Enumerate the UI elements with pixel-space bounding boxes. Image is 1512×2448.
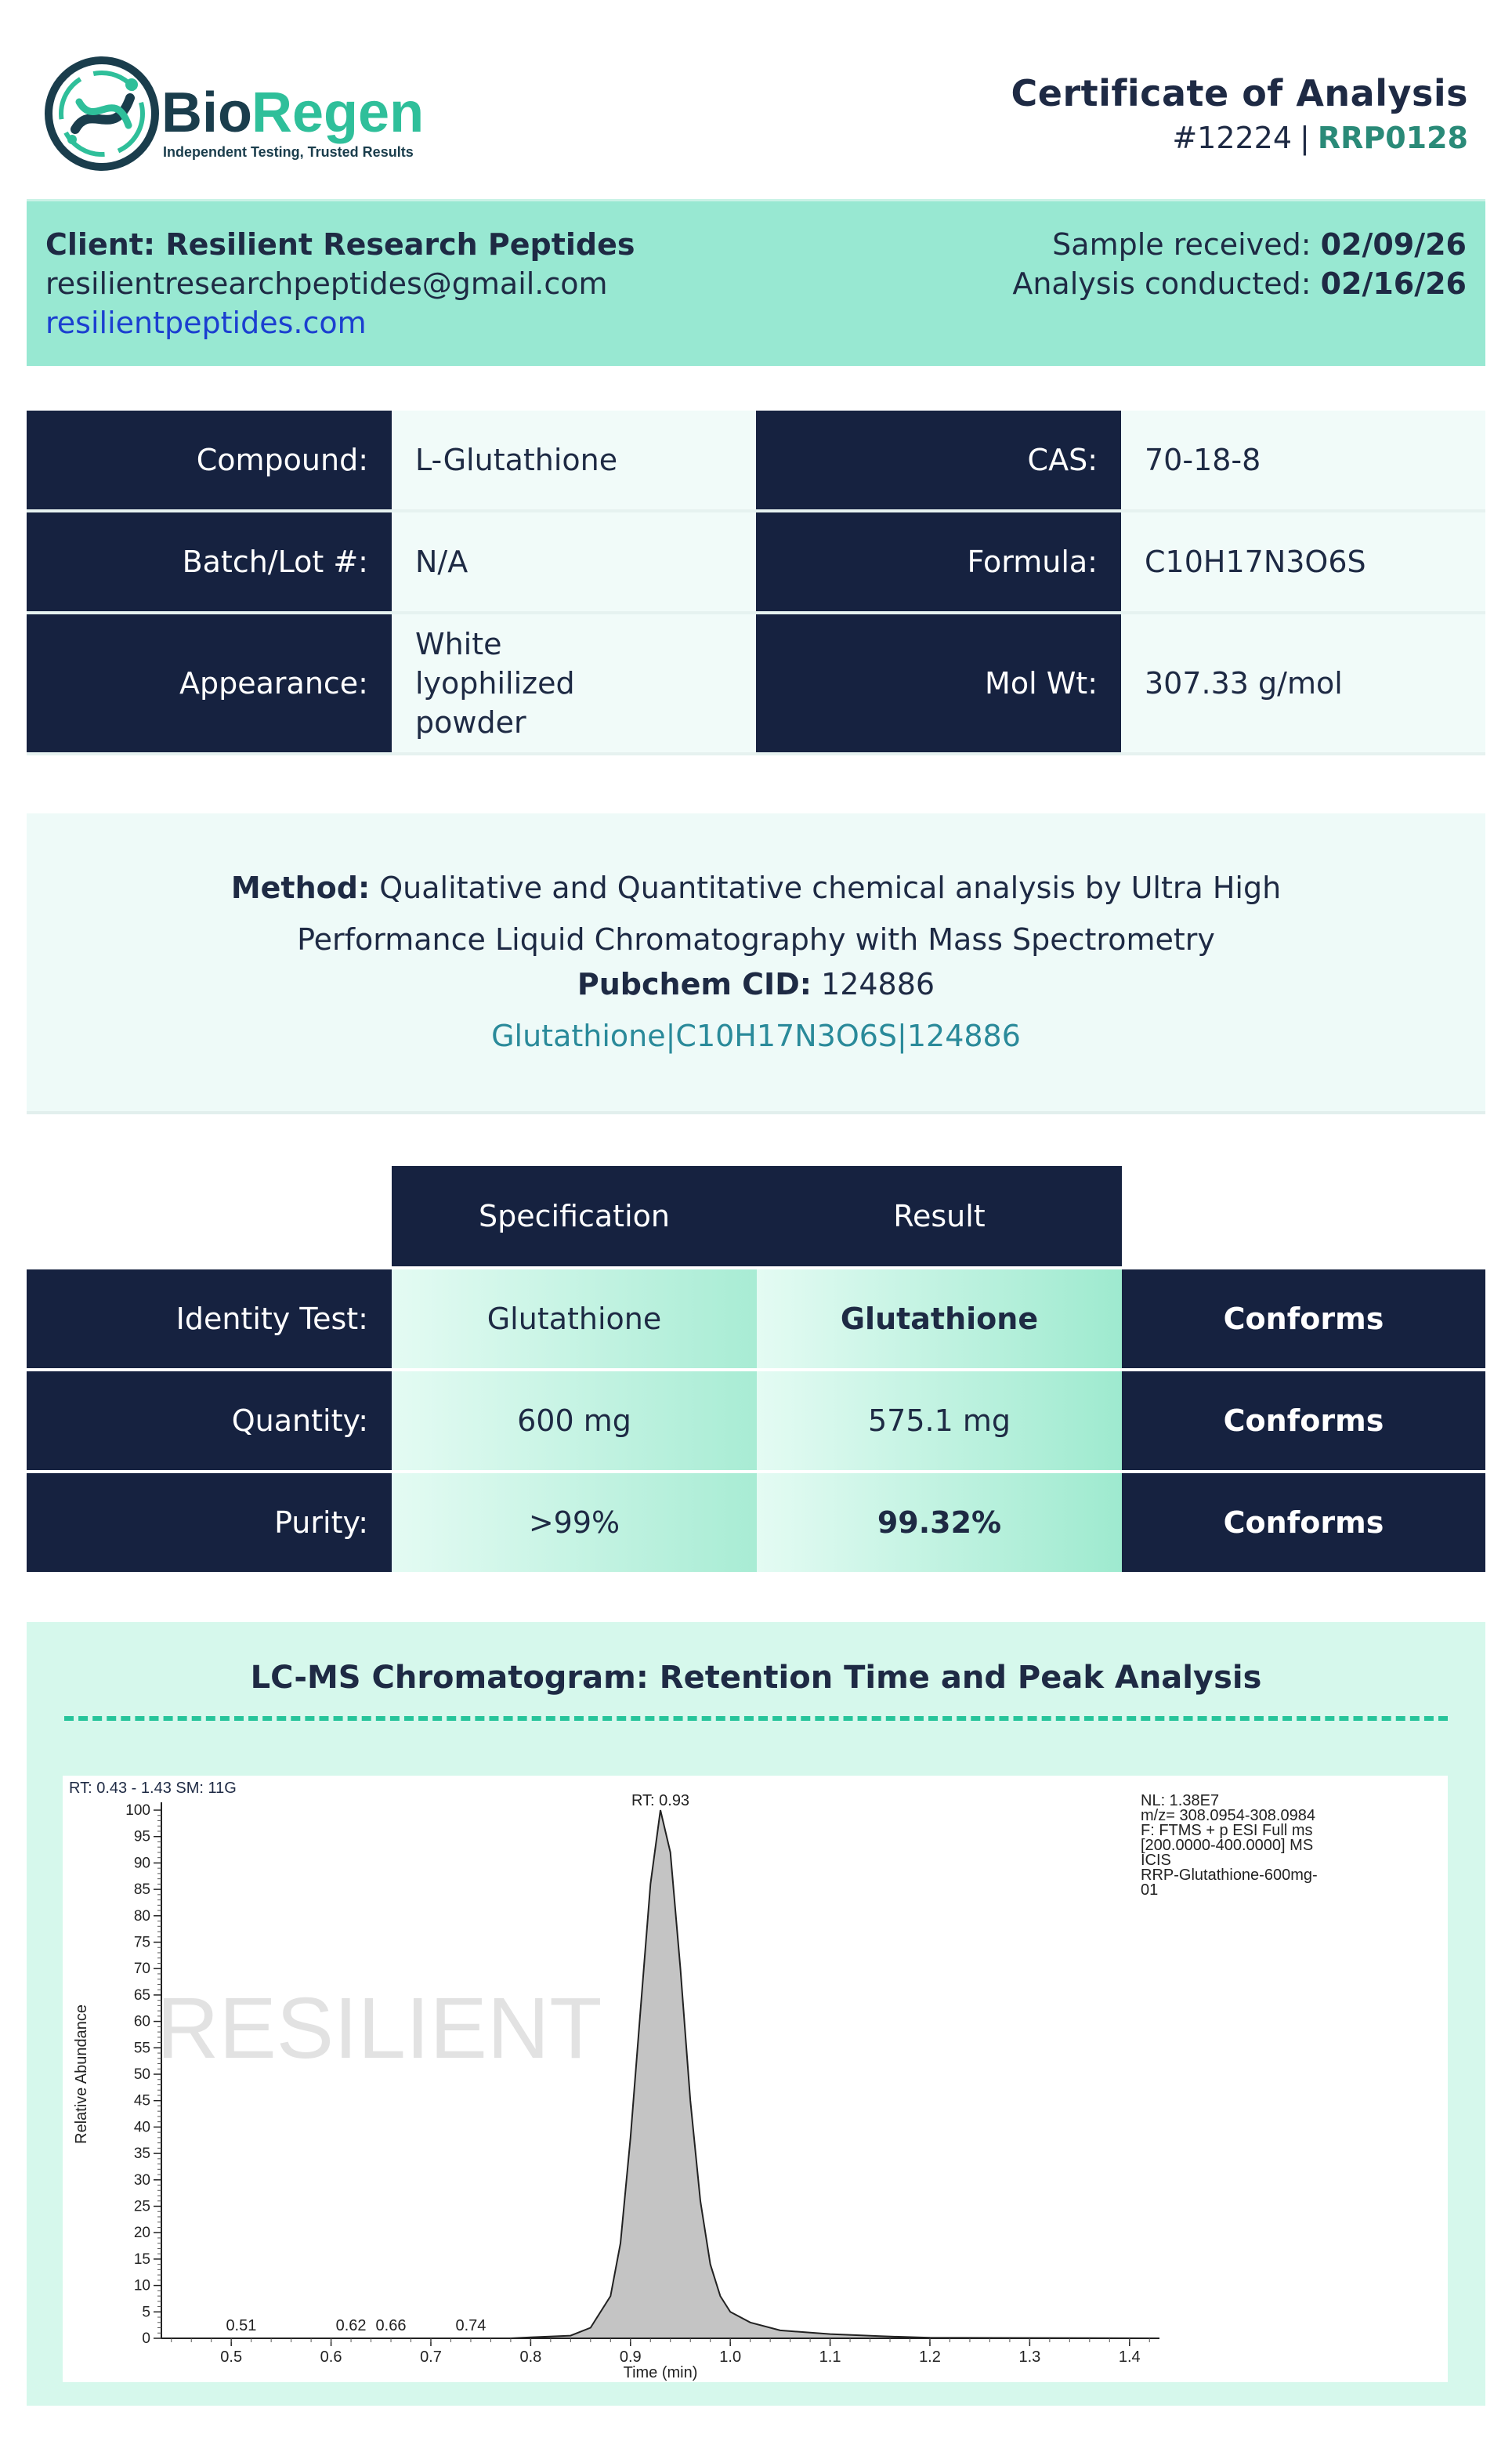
coa-number: #12224 — [1172, 121, 1293, 155]
rt-range-label: RT: 0.43 - 1.43 SM: 11G — [69, 1780, 237, 1797]
x-tick-label: 0.6 — [320, 2348, 342, 2366]
spec-value: Glutathione — [392, 1269, 757, 1368]
molwt-value: 307.33 g/mol — [1121, 614, 1485, 752]
chromatogram-svg — [63, 1776, 1448, 2382]
scan-info-line: m/z= 308.0954-308.0984 — [1141, 1807, 1315, 1824]
conducted-date: 02/16/26 — [1320, 266, 1467, 301]
received-date: 02/09/26 — [1320, 227, 1467, 262]
scan-info-line: ICIS — [1141, 1852, 1171, 1869]
chromatogram-title: LC-MS Chromatogram: Retention Time and Peak Analysis — [250, 1660, 1262, 1696]
compound-info-table — [27, 411, 1485, 755]
peak-label: 0.66 — [375, 2316, 407, 2334]
result-value: 575.1 mg — [757, 1371, 1122, 1470]
pubchem-cid: 124886 — [821, 967, 935, 1001]
method-label: Method: — [230, 871, 371, 905]
formula-value: C10H17N3O6S — [1121, 512, 1485, 611]
chromatogram-section — [27, 1622, 1485, 2406]
y-tick-label: 55 — [133, 2040, 150, 2057]
scan-info-line: [200.0000-400.0000] MS — [1141, 1837, 1314, 1854]
spec-value: 600 mg — [392, 1371, 757, 1470]
peak-label: 0.74 — [455, 2316, 487, 2334]
peak-label: RT: 0.93 — [631, 1792, 690, 1809]
y-tick-label: 80 — [133, 1907, 150, 1925]
compound-label: Compound: — [27, 411, 392, 509]
y-tick-label: 35 — [133, 2146, 150, 2163]
y-tick-label: 40 — [133, 2119, 150, 2136]
brand-name-part1: Bio — [161, 81, 252, 144]
appearance-label: Appearance: — [27, 614, 392, 752]
y-tick-label: 15 — [133, 2251, 150, 2268]
x-tick-label: 1.1 — [819, 2348, 841, 2366]
x-tick-label: 1.4 — [1118, 2348, 1141, 2366]
x-tick-label: 0.8 — [519, 2348, 542, 2366]
status-badge: Conforms — [1122, 1473, 1485, 1572]
x-tick-label: 0.7 — [420, 2348, 442, 2366]
y-tick-label: 0 — [142, 2330, 150, 2347]
received-label: Sample received: — [1052, 227, 1321, 262]
x-tick-label: 0.5 — [220, 2348, 243, 2366]
x-tick-label: 0.9 — [619, 2348, 642, 2366]
y-tick-label: 100 — [125, 1802, 150, 1819]
y-tick-label: 30 — [133, 2171, 150, 2189]
y-tick-label: 10 — [133, 2277, 150, 2294]
result-value: 99.32% — [757, 1473, 1122, 1572]
x-tick-label: 1.3 — [1018, 2348, 1041, 2366]
brand-tagline: Independent Testing, Trusted Results — [163, 144, 414, 160]
dashed-divider — [64, 1716, 1448, 1721]
x-tick-label: 1.2 — [919, 2348, 941, 2366]
brand-logo — [44, 55, 451, 172]
y-tick-label: 20 — [133, 2225, 150, 2242]
table-row — [27, 1269, 1485, 1368]
scan-info-line: RRP-Glutathione-600mg- — [1141, 1867, 1318, 1884]
molwt-label: Mol Wt: — [756, 614, 1121, 752]
peak-label: 0.62 — [335, 2316, 367, 2334]
row-label: Purity: — [27, 1473, 392, 1572]
batch-label: Batch/Lot #: — [27, 512, 392, 611]
method-text: Qualitative and Quantitative chemical analysis by Ultra High Performance Liquid Chromatography with Mass Spectrometry — [297, 871, 1282, 957]
y-tick-label: 25 — [133, 2198, 150, 2215]
compound-value: L-Glutathione — [392, 411, 756, 509]
client-info-band — [27, 199, 1485, 366]
method-box — [27, 813, 1485, 1114]
y-tick-label: 90 — [133, 1855, 150, 1872]
client-name: Client: Resilient Research Peptides — [45, 227, 635, 262]
status-badge: Conforms — [1122, 1371, 1485, 1470]
col-result: Result — [893, 1199, 986, 1233]
brand-name-part2: Regen — [251, 81, 425, 144]
y-tick-label: 65 — [133, 1986, 150, 2004]
scan-info-line: NL: 1.38E7 — [1141, 1792, 1220, 1809]
scan-info-line: F: FTMS + p ESI Full ms — [1141, 1822, 1313, 1839]
spec-table — [27, 1269, 1485, 1575]
spec-table-header — [392, 1166, 1122, 1266]
table-row — [27, 1473, 1485, 1572]
y-axis-label: Relative Abundance — [73, 2004, 90, 2144]
x-tick-label: 1.0 — [719, 2348, 742, 2366]
batch-value: N/A — [392, 512, 756, 611]
scan-info-line: 01 — [1141, 1881, 1159, 1899]
row-label: Identity Test: — [27, 1269, 392, 1368]
y-tick-label: 95 — [133, 1828, 150, 1845]
document-title — [1011, 72, 1469, 155]
status-badge: Conforms — [1122, 1269, 1485, 1368]
y-tick-label: 45 — [133, 2092, 150, 2109]
logo-emblem-icon — [49, 60, 155, 167]
coa-code: RRP0128 — [1317, 121, 1468, 155]
row-label: Quantity: — [27, 1371, 392, 1470]
spec-value: >99% — [392, 1473, 757, 1572]
conducted-label: Analysis conducted: — [1012, 266, 1321, 301]
client-website-link[interactable]: resilientpeptides.com — [45, 306, 367, 340]
col-specification: Specification — [479, 1199, 670, 1233]
watermark: RESILIENT — [157, 1980, 602, 2077]
chromatogram-plot — [63, 1776, 1448, 2382]
y-tick-label: 85 — [133, 1881, 150, 1899]
scan-info-block — [1141, 1792, 1318, 1899]
coa-heading: Certificate of Analysis — [1011, 72, 1468, 114]
y-tick-label: 5 — [142, 2304, 150, 2321]
y-tick-label: 60 — [133, 2013, 150, 2030]
client-email[interactable]: resilientresearchpeptides@gmail.com — [45, 266, 608, 301]
pubchem-link[interactable]: Glutathione|C10H17N3O6S|124886 — [491, 1019, 1021, 1053]
cas-label: CAS: — [756, 411, 1121, 509]
pubchem-label: Pubchem CID: — [577, 967, 812, 1001]
table-row — [27, 1371, 1485, 1470]
coa-separator: | — [1300, 121, 1310, 155]
peak-label: 0.51 — [226, 2316, 257, 2334]
cas-value: 70-18-8 — [1121, 411, 1485, 509]
y-tick-label: 70 — [133, 1961, 150, 1978]
y-tick-label: 50 — [133, 2066, 150, 2083]
formula-label: Formula: — [756, 512, 1121, 611]
x-axis-label: Time (min) — [623, 2364, 698, 2381]
y-tick-label: 75 — [133, 1934, 150, 1951]
appearance-value: White lyophilized powder — [392, 614, 756, 752]
result-value: Glutathione — [757, 1269, 1122, 1368]
